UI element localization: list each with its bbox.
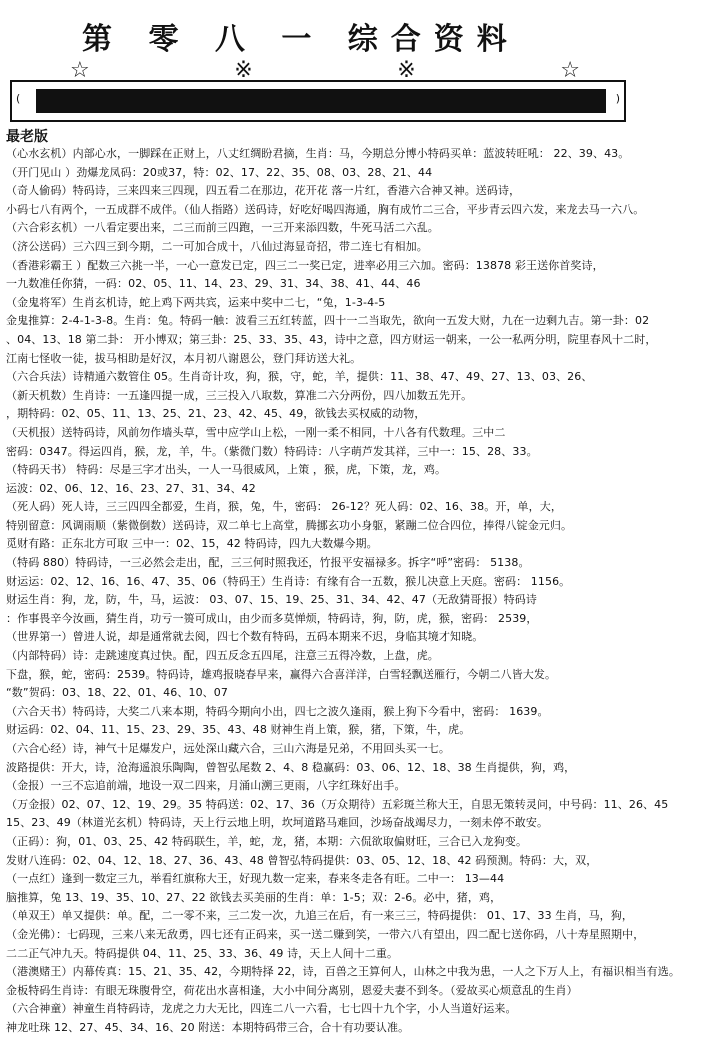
text-line: 脑推算，兔 13、19、35、10、27、22 欲钱去买美丽的生肖：单：1-5；双：2-6。必中，猪，鸡， <box>6 890 502 904</box>
text-line: （奇人偷码）特码诗，三来四来三四现，四五看二在那边，花开花 落一片红，香港六合神又神。送码诗， <box>6 184 521 198</box>
text-line: 密码：0347。得运四肖，猴，龙，羊，牛。（紫微门数）特码诗：八字萌芦发其祥，三中一：15、28、33。 <box>6 444 538 458</box>
text-line: 神龙吐珠 12、27、45、34、16、20 附送：本期特码带三合，合十有功要认准。 <box>6 1020 410 1034</box>
reference-mark-icon: ※ <box>397 58 416 83</box>
text-line: 金鬼推算：2-4-1-3-8。生肖：兔。特码一触：波看三五红转蓝，四十一二当取先，欲向一五发大财，九在一边剩九吉。第一卦：02 <box>6 314 650 328</box>
text-line: （香港彩霸王 ）配数三六挑一半，一心一意发已定，四三二一奖已定，进率必用三六加。密码：13878 彩王送你首奖诗， <box>6 258 604 272</box>
text-line: （一点红）逢到一数定三九，举看红旗称大王，好现九数一定来，春来冬走各有旺。二中一： 13—44 <box>6 872 505 886</box>
text-line: 江南七怪收一徒，拔马相助是好汉，本月初八谢恩公，登门拜访送大礼。 <box>6 351 362 365</box>
text-line: （死人码）死人诗，三三四四全都爱，生肖，猴，兔，牛，密码： 26-12？死人码：02、16、38。开，单，大， <box>6 500 562 514</box>
text-line: （六合心经）诗，神气十足爆发户，远处深山藏六合，三山六海是兄弟，不用回头买一七。 <box>6 742 450 755</box>
text-line: 金板特码生肖诗：有眼无珠腹骨空，荷花出水喜相逢，大小中间分离别，恩爱夫妻不到冬。（爱故买心烦意乱的生肖） <box>6 983 578 997</box>
text-line: 、04、13、18 第二卦： 开小博双；第三卦：25、33、35、43，诗中之意，四方财运一朝来，一公一私两分明，院里春风十二时， <box>6 332 657 346</box>
text-line: 财运生肖：狗，龙，防，牛，马，运波： 03、07、15、19、25、31、34、42、47（无敌猜哥报）特码诗 <box>6 593 537 607</box>
text-line: （世界第一）曾进人说，却是通常就去阅，四七个数有特码，五码本期来不迟，身临其境才知晓。 <box>6 630 484 644</box>
text-line: （单双王）单又提供：单。配，二一零不来，三二发一次，九追三在后，有一来三三，特码提供： 01、17、33 生肖，马，狗， <box>6 909 633 923</box>
text-line: 二二正气冲九天。特码提供 04、11、25、33、36、49 诗，天上人间十二重。 <box>6 946 399 960</box>
text-line: “数”贺码：03、18、22、01、46、10、07 <box>6 686 228 700</box>
text-line: 波路提供：开大，诗，沧海遥浪乐陶陶，曾智弘尾数 2、4、8 稳赢码：03、06、12、18、38 生肖提供，狗，鸡， <box>6 760 576 774</box>
text-line: （金鬼将军）生肖玄机诗，蛇上鸡下两共宾，运来中奖中二七，“兔，1-3-4-5 <box>6 295 386 309</box>
document-body <box>6 145 702 1038</box>
banner-bracket-left: ( <box>16 92 21 105</box>
text-line: ：作事畏辛今汝画，猜生肖，功亏一篑可成山，由少而多莫惮烦，特码诗，狗，防，虎，猴，密码： 2539， <box>6 611 538 625</box>
text-line: （天机报）送特码诗，风前勿作墙头草，雪中应学山上松，一刚一柔不相同，十八各有代数理。三中二 <box>6 425 506 439</box>
text-line: 运波：02、06、12、16、23、27、31、34、42 <box>6 481 256 495</box>
text-line: （正码）：狗，01、03、25、42 特码联生，羊，蛇，龙，猪，本期：六侃欲取偏财旺，三合已入龙狗变。 <box>6 834 528 848</box>
text-line: （金报）一三不忘追前端，地设一双二四来，月涌山溯三更雨，八字红珠好出手。 <box>6 779 406 793</box>
star-decoration-row <box>70 60 580 82</box>
text-line: （新天机数）生肖诗：一五逢四提一成，三三投入八取数，算准二六分两份，四八加数五先开。 <box>6 388 473 402</box>
redacted-banner <box>10 80 626 122</box>
redaction-bar <box>36 89 606 113</box>
text-line: （内部特码）诗：走跳速度真过快。配，四五反念五四尾，注意三五得冷数，上盘，虎。 <box>6 649 439 663</box>
text-line: （开门见山 ）劲爆龙凤码：20或37，特：02、17、22、35、08、03、28、21、44 <box>6 165 433 179</box>
page-title: 第 零 八 一 综合资料 <box>82 22 520 57</box>
text-line: 特别留意：风调雨顺（紫微倒数）送码诗，双二单七上高堂，腾挪玄功小身躯，紧蹦二位合四位，捧得八锭金元归。 <box>6 518 573 532</box>
reference-mark-icon: ※ <box>234 58 253 83</box>
text-line: 下盘，猴，蛇，密码：2539。特码诗，雄鸡报晓春早来，赢得六合喜洋洋，白雪轻飘送雁行，今朝二八皆大发。 <box>6 667 557 681</box>
text-line: （特码天书） 特码：尽是三字才出头，一人一马很威风，上策 ，猴，虎，下策，龙，鸡。 <box>6 463 447 477</box>
text-line: 财运码：02、04、11、15、23、29、35、43、48 财神生肖上策，猴，猪，下策，牛，虎。 <box>6 723 471 737</box>
text-line: （六合天书）特码诗，大奖二八来本期，特码今期向小出，四七之波久逢雨，猴上狗下今看中，密码： 1639。 <box>6 704 549 718</box>
text-line: 觅财有路：正东北方可取 三中一：02、15，42 特码诗，四九大数爆今期。 <box>6 537 378 551</box>
text-line: （万金报）02、07、12、19、29。35 特码送：02、17、36（万众期待）五彩斑兰称大王，自思无策转灵问，中号码：11、26、45 <box>6 797 669 811</box>
text-line: （特码 880）特码诗，一三必然会走出，配，三三何时照我还，竹报平安福禄多。拆字“呼”密码： 5138。 <box>6 556 530 570</box>
text-line: （六合彩玄机）一八看定要出来，二三而前三四跑，一三开来添四数，牛死马活二六乱。 <box>6 221 439 235</box>
banner-bracket-right: ) <box>615 92 620 105</box>
text-line: （六合神童）神童生肖特码诗，龙虎之力大无比，四连二八一六看，七七四十九个字，小人当道好运来。 <box>6 1002 517 1016</box>
text-line: （港澳赌王）内幕传真：15、21、35、42，今期特择 22，诗，百兽之王算何人，山林之中我为患，一人之下万人上，有福识相当有选。 <box>6 965 680 979</box>
text-line: 发财八连码：02、04、12、18、27、36、43、48 曾智弘特码提供：03、05、12、18、42 码预测。特码：大，双， <box>6 853 598 867</box>
text-line: （金光佛）：七码现，三来八来无敌勇，四七还有正码来，买一送二赚到笑，一带六八有望出，四二配七送你码，八十寿星照期中， <box>6 927 645 941</box>
text-line: 小码七八有两个，一五成群不成伴。（仙人指路）送码诗，好吃好喝四海通，胸有成竹二三合，平步青云四六发，来龙去马一六八。 <box>6 202 645 216</box>
star-icon: ☆ <box>560 58 580 83</box>
section-label: 最老版 <box>6 129 48 145</box>
text-line: 一九数准任你猜，一码：02、05、11、14、23、29、31、34、38、41、44、46 <box>6 277 421 291</box>
text-line: （济公送码）三六四三到今期，二一可加合成十，八仙过海显奇招，带二连七有相加。 <box>6 239 428 253</box>
text-line: 15、23、49（林道光玄机）特码诗，天上行云地上明，坎坷道路马难回，沙场奋战竭尽力，一刻未停不敢安。 <box>6 816 549 830</box>
star-icon: ☆ <box>70 58 90 83</box>
text-line: （心水玄机）内部心水，一脚踩在正财上，八丈红绸盼君摘，生肖：马，今期总分博小特码买单：蓝波转旺吼： 22、39、43。 <box>6 147 630 160</box>
text-line: （六合兵法）诗精通六数管住 05。生肖奇计攻，狗，猴，守，蛇，羊，提供：11、38、47、49、27、13、03、26、 <box>6 370 593 384</box>
text-line: ，期特码：02、05、11、13、25、21、23、42、45、49，欲钱去买权威的动物， <box>6 407 426 421</box>
text-line: 财运运：02、12、16、16、47、35、06（特码王）生肖诗：有缘有合一五数，猴儿决意上天庭。密码： 1156。 <box>6 574 571 588</box>
